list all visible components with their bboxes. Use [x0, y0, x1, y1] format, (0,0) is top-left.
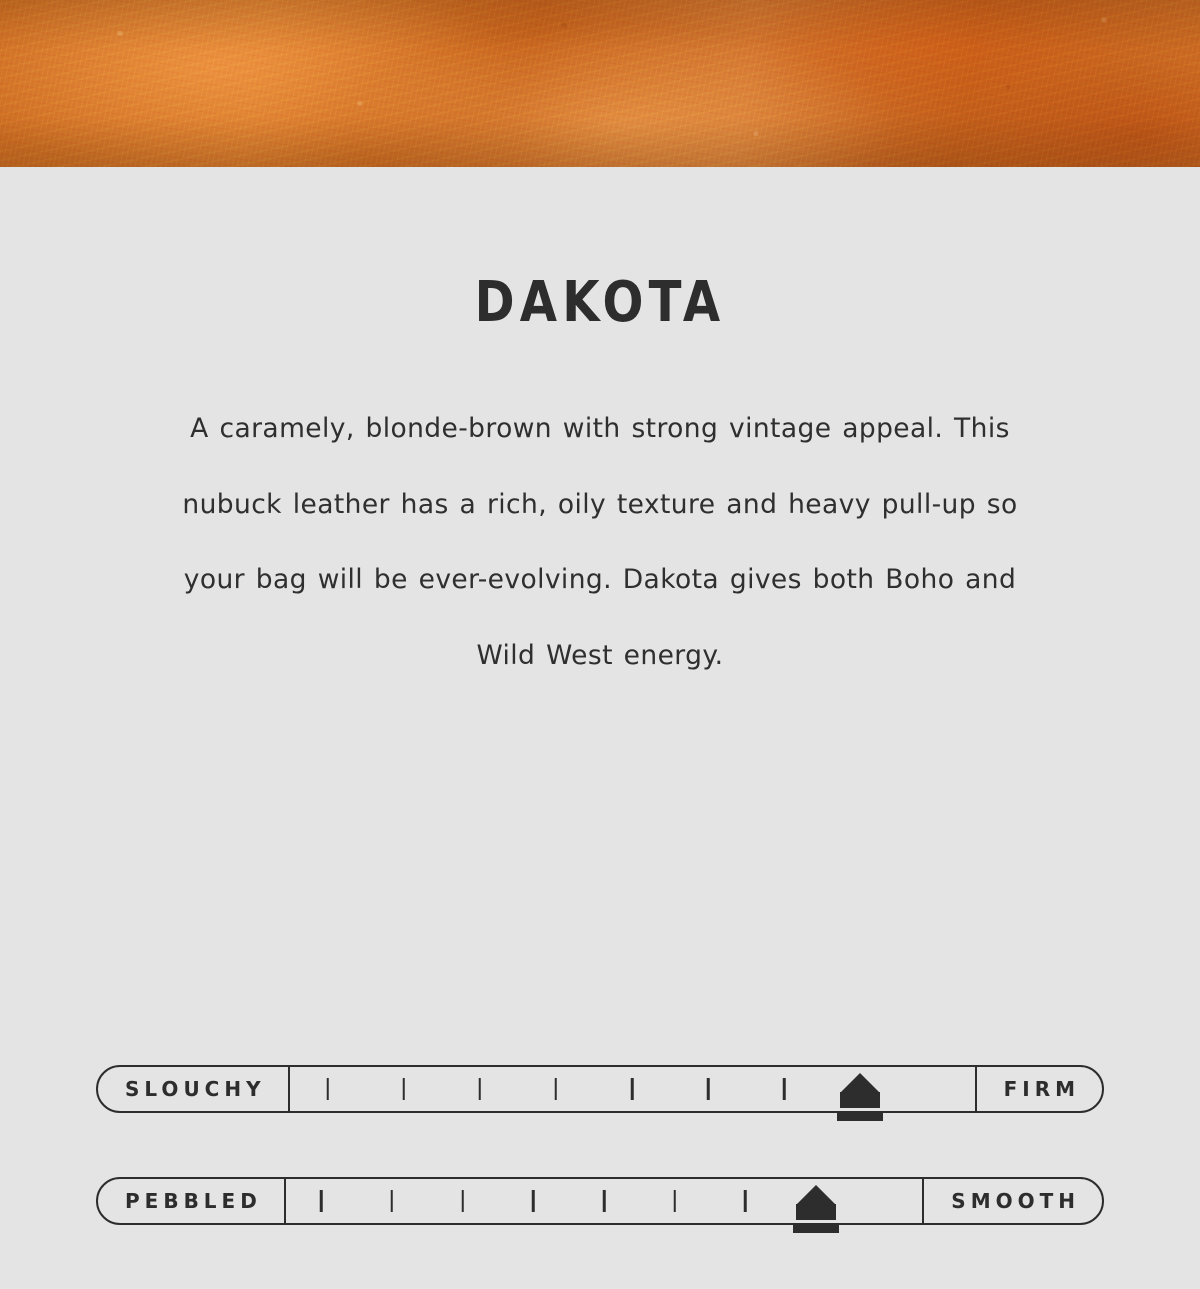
slider-tick: [674, 1190, 677, 1212]
slider-tick: [783, 1078, 786, 1100]
slider-right-label: SMOOTH: [922, 1179, 1102, 1223]
leather-description: A caramely, blonde-brown with strong vintage appeal. This nubuck leather has a rich, oily texture and heavy pull-up so your bag will be ever-evolving. Dakota gives both Boho and Wild West energy.: [182, 413, 1018, 671]
slider-tick: [402, 1078, 405, 1100]
slider-structure[interactable]: [96, 1065, 1104, 1123]
slider-left-label: PEBBLED: [98, 1179, 286, 1223]
attribute-sliders: [96, 1065, 1104, 1289]
slider-tick: [631, 1078, 634, 1100]
slider-tick-scale: [290, 1067, 975, 1111]
slider-texture[interactable]: [96, 1177, 1104, 1235]
slider-tick: [815, 1190, 818, 1212]
slider-tick: [859, 1078, 862, 1100]
slider-tick-scale: [286, 1179, 922, 1223]
slider-tick: [320, 1190, 323, 1212]
slider-tick: [326, 1078, 329, 1100]
page-title: DAKOTA: [474, 270, 726, 335]
swatch-shading-overlay: [0, 0, 1200, 167]
slider-left-label: SLOUCHY: [98, 1067, 290, 1111]
slider-tick: [391, 1190, 394, 1212]
marker-foot: [793, 1224, 839, 1233]
slider-tick: [707, 1078, 710, 1100]
slider-tick: [461, 1190, 464, 1212]
marker-foot: [837, 1112, 883, 1121]
card-content: [0, 167, 1200, 1213]
slider-tick: [603, 1190, 606, 1212]
slider-tick: [532, 1190, 535, 1212]
leather-swatch-image: [0, 0, 1200, 167]
slider-right-label: FIRM: [975, 1067, 1102, 1111]
slider-tick: [744, 1190, 747, 1212]
slider-track[interactable]: [96, 1177, 1104, 1225]
slider-tick: [479, 1078, 482, 1100]
slider-track[interactable]: [96, 1065, 1104, 1113]
slider-tick: [555, 1078, 558, 1100]
